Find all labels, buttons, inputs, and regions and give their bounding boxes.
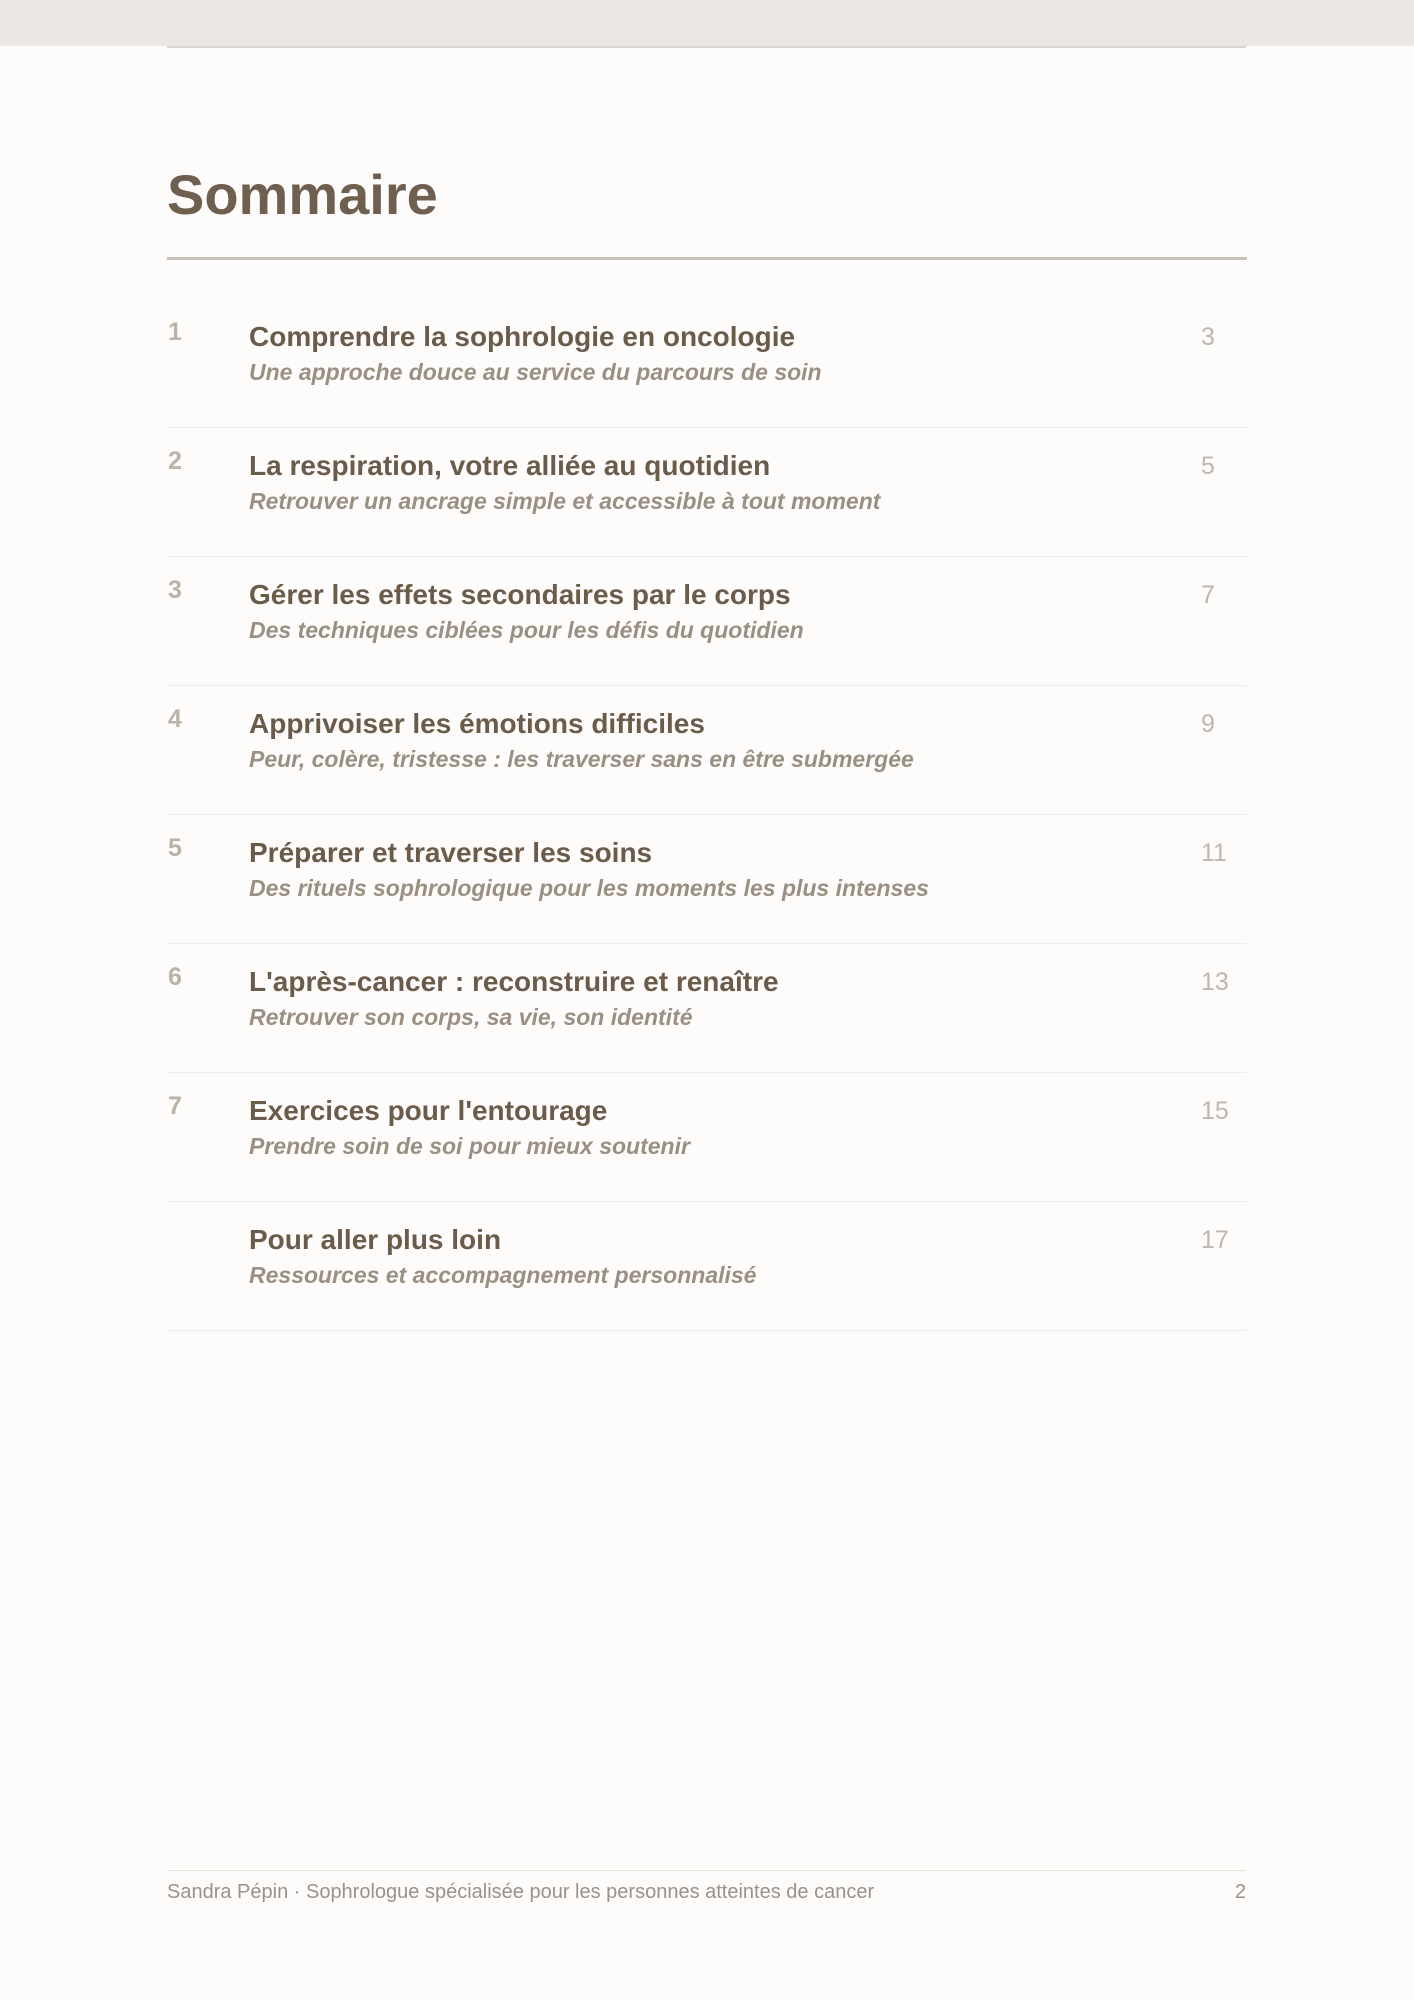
toc-entry-number: 5	[168, 834, 182, 862]
toc-entry-3[interactable]	[167, 558, 1247, 686]
toc-entry-title: Pour aller plus loin	[249, 1224, 502, 1255]
toc-entry-title: Comprendre la sophrologie en oncologie	[249, 321, 796, 352]
toc-entry-title: La respiration, votre alliée au quotidien	[249, 450, 771, 481]
toc-entry-title: Gérer les effets secondaires par le corps	[249, 579, 791, 610]
toc-entry-7[interactable]	[167, 1074, 1247, 1202]
toc-entry-number: 7	[168, 1092, 182, 1120]
top-band	[0, 0, 1414, 46]
toc-entry-number: 1	[168, 318, 182, 346]
toc-entry-page: 17	[1201, 1226, 1229, 1254]
toc-entry-1[interactable]	[167, 300, 1247, 428]
toc-entry-subtitle: Ressources et accompagnement personnalisé	[249, 1262, 757, 1288]
toc-entry-title: Préparer et traverser les soins	[249, 837, 653, 868]
toc-entry-number: 6	[168, 963, 182, 991]
toc-entry-subtitle: Une approche douce au service du parcours de soin	[249, 359, 822, 385]
toc-entry-4[interactable]	[167, 687, 1247, 815]
toc-entry-subtitle: Peur, colère, tristesse : les traverser sans en être submergée	[249, 746, 914, 772]
footer-page-number: 2	[1234, 1881, 1246, 1903]
toc-entry-5[interactable]	[167, 816, 1247, 944]
footer-author-line: Sandra Pépin · Sophrologue spécialisée pour les personnes atteintes de cancer	[167, 1881, 875, 1903]
title-divider	[167, 257, 1247, 260]
toc-entry-page: 7	[1201, 581, 1215, 609]
toc-entry-subtitle: Retrouver son corps, sa vie, son identité	[249, 1004, 693, 1030]
toc-entry-further-reading[interactable]	[167, 1203, 1247, 1331]
toc-entry-subtitle: Des rituels sophrologique pour les moments les plus intenses	[249, 875, 929, 901]
toc-entry-2[interactable]	[167, 429, 1247, 557]
page-title: Sommaire	[167, 163, 438, 226]
toc-entry-page: 3	[1201, 323, 1215, 351]
toc-entry-subtitle: Prendre soin de soi pour mieux soutenir	[249, 1133, 690, 1159]
toc-entry-number: 4	[168, 705, 182, 733]
toc-entry-title: L'après-cancer : reconstruire et renaître	[249, 966, 779, 997]
toc-entry-number: 3	[168, 576, 182, 604]
toc-entry-page: 11	[1201, 839, 1227, 867]
toc-entry-page: 9	[1201, 710, 1215, 738]
footer-divider	[167, 1870, 1246, 1871]
toc-entry-page: 5	[1201, 452, 1215, 480]
toc-entry-subtitle: Des techniques ciblées pour les défis du quotidien	[249, 617, 804, 643]
table-of-contents	[167, 300, 1247, 1331]
toc-entry-page: 13	[1201, 968, 1229, 996]
toc-entry-number: 2	[168, 447, 182, 475]
toc-entry-page: 15	[1201, 1097, 1229, 1125]
toc-entry-title: Exercices pour l'entourage	[249, 1095, 608, 1126]
toc-entry-6[interactable]	[167, 945, 1247, 1073]
top-divider	[167, 46, 1246, 48]
toc-entry-title: Apprivoiser les émotions difficiles	[249, 708, 705, 739]
toc-entry-subtitle: Retrouver un ancrage simple et accessible à tout moment	[249, 488, 881, 514]
